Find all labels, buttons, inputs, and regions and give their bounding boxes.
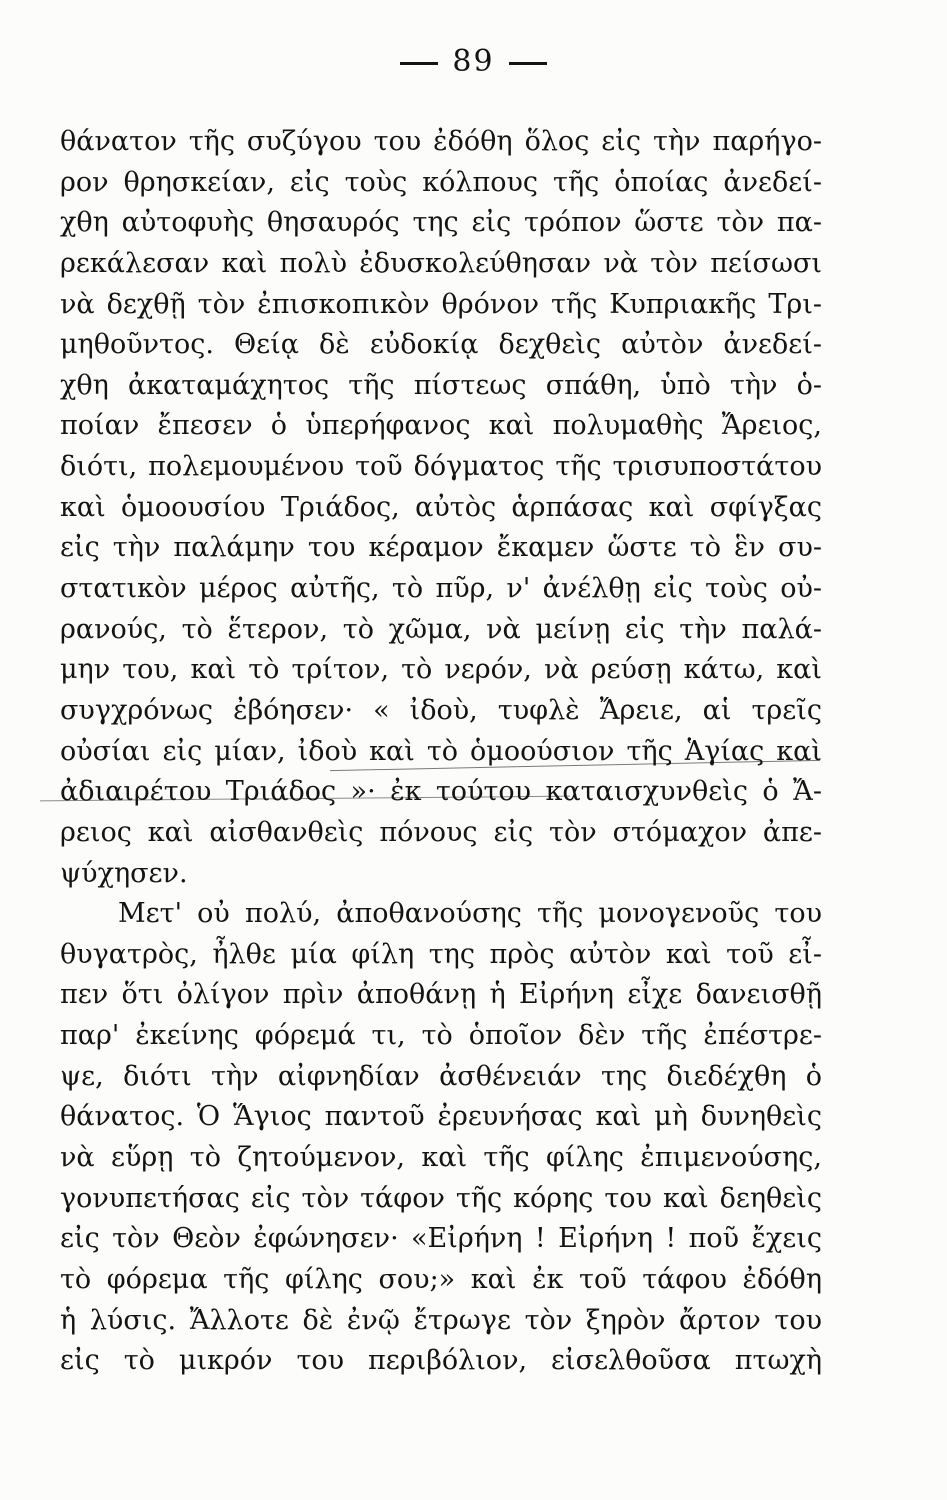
text-line: εἰς τὸ μικρόν του περιβόλιον, εἰσελθοῦσα πτωχὴ: [60, 1345, 822, 1377]
text-line: θυγατρὸς, ἦλθε μία φίλη της πρὸς αὐτὸν καὶ τοῦ εἶ-: [60, 938, 822, 970]
text-line: ρον θρησκείαν, εἰς τοὺς κόλπους τῆς ὁποίας ἀνεδεί-: [60, 166, 822, 198]
text-line: πεν ὅτι ὀλίγον πρὶν ἀποθάνῃ ἡ Εἰρήνη εἶχε δανεισθῇ: [60, 979, 822, 1011]
text-line: θάνατος. Ὁ Ἅγιος παντοῦ ἐρευνήσας καὶ μὴ δυνηθεὶς: [60, 1101, 822, 1133]
text-line: νὰ δεχθῇ τὸν ἐπισκοπικὸν θρόνον τῆς Κυπριακῆς Τρι-: [60, 288, 822, 320]
text-line: μην του, καὶ τὸ τρίτον, τὸ νερόν, νὰ ρεύσῃ κάτω, καὶ: [60, 654, 822, 686]
text-line: γονυπετήσας εἰς τὸν τάφον τῆς κόρης του καὶ δεηθεὶς: [60, 1182, 822, 1214]
text-line: καὶ ὁμοουσίου Τριάδος, αὐτὸς ἁρπάσας καὶ σφίγξας: [60, 491, 822, 523]
text-line: οὐσίαι εἰς μίαν, ἰδοὺ καὶ τὸ ὁμοούσιον τῆς Ἁγίας καὶ: [60, 735, 822, 767]
text-line: θάνατον τῆς συζύγου του ἐδόθη ὅλος εἰς τὴν παρήγο-: [60, 126, 822, 157]
text-line: ποίαν ἔπεσεν ὁ ὑπερήφανος καὶ πολυμαθὴς Ἄρειος,: [60, 410, 822, 442]
text-line: ρεκάλεσαν καὶ πολὺ ἐδυσκολεύθησαν νὰ τὸν πείσωσι: [60, 247, 822, 279]
text-line: χθη αὐτοφυὴς θησαυρός της εἰς τρόπον ὥστε τὸν πα-: [60, 207, 822, 239]
text-line: νὰ εὕρῃ τὸ ζητούμενον, καὶ τῆς φίλης ἐπιμενούσης,: [60, 1142, 822, 1174]
text-line: χθη ἀκαταμάχητος τῆς πίστεως σπάθη, ὑπὸ τὴν ὁ-: [60, 369, 822, 401]
text-line: ἡ λύσις. Ἄλλοτε δὲ ἐνῷ ἔτρωγε τὸν ξηρὸν ἄρτον του: [60, 1304, 822, 1336]
page-number-text: 89: [452, 44, 495, 79]
body-text: [60, 122, 822, 1382]
text-line: εἰς τὴν παλάμην του κέραμον ἔκαμεν ὥστε τὸ ἓν συ-: [60, 532, 822, 564]
text-line: διότι, πολεμουμένου τοῦ δόγματος τῆς τρισυποστάτου: [60, 451, 822, 483]
text-line: συγχρόνως ἐβόησεν· « ἰδοὺ, τυφλὲ Ἄρειε, αἱ τρεῖς: [60, 694, 822, 726]
text-line: Μετ' οὐ πολύ, ἀποθανούσης τῆς μονογενοῦς του: [118, 898, 822, 930]
page-number: [0, 44, 947, 79]
text-line: ἀδιαιρέτου Τριάδος »· ἐκ τούτου καταισχυνθεὶς ὁ Ἄ-: [60, 776, 822, 808]
text-line: ψύχησεν.: [60, 857, 188, 889]
text-line: ψε, διότι τὴν αἰφνηδίαν ἀσθένειάν της διεδέχθη ὁ: [60, 1060, 822, 1092]
text-line: μηθοῦντος. Θείᾳ δὲ εὐδοκίᾳ δεχθεὶς αὐτὸν ἀνεδεί-: [60, 329, 822, 361]
text-line: στατικὸν μέρος αὐτῆς, τὸ πῦρ, ν' ἀνέλθῃ εἰς τοὺς οὐ-: [60, 573, 822, 605]
text-line: εἰς τὸν Θεὸν ἐφώνησεν· «Εἰρήνη ! Εἰρήνη ! ποῦ ἔχεις: [60, 1223, 822, 1255]
right-dash: [509, 62, 547, 65]
text-line: ρανούς, τὸ ἕτερον, τὸ χῶμα, νὰ μείνῃ εἰς τὴν παλά-: [60, 613, 822, 645]
text-line: ρειος καὶ αἰσθανθεὶς πόνους εἰς τὸν στόμαχον ἀπε-: [60, 816, 822, 848]
left-dash: [400, 62, 438, 65]
text-line: τὸ φόρεμα τῆς φίλης σου;» καὶ ἐκ τοῦ τάφου ἐδόθη: [60, 1263, 822, 1295]
text-line: παρ' ἐκείνης φόρεμά τι, τὸ ὁποῖον δὲν τῆς ἐπέστρε-: [60, 1020, 822, 1052]
